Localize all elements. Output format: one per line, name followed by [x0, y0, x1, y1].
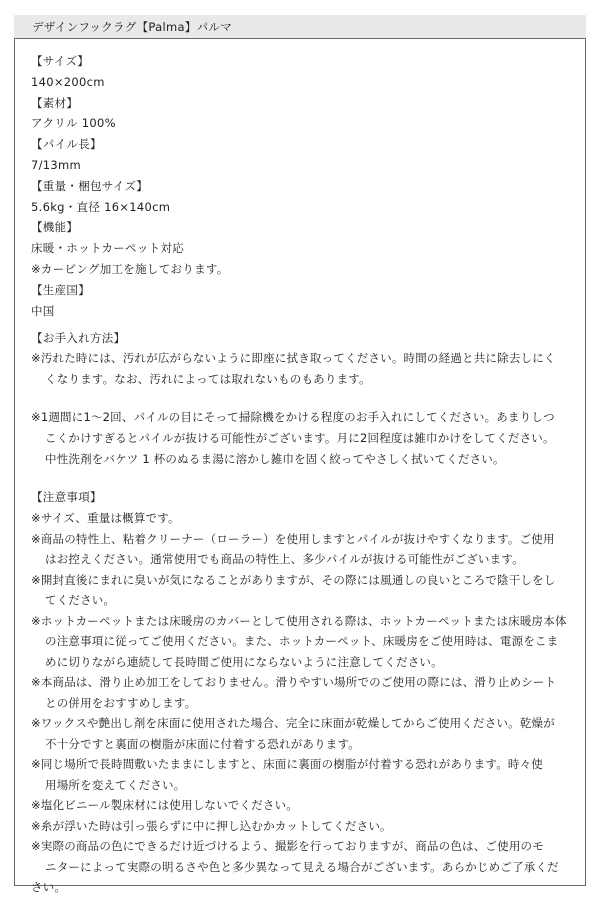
care-line: ※1週間に1～2回、パイルの目にそって掃除機をかける程度のお手入れにしてください。あまりしつ [31, 410, 555, 424]
spec-value-size: 140×200cm [31, 74, 105, 89]
caution-line: ※塩化ビニール製床材には使用しないでください。 [31, 798, 299, 812]
caution-line: ニターによって実際の明るさや色と多少異なって見える場合がございます。あらかじめご了承くだ [45, 860, 559, 874]
caution-line: ※商品の特性上、粘着クリーナー（ローラー）を使用しますとパイルが抜けやすくなります。ご使用 [31, 532, 555, 546]
caution-line: ※サイズ、重量は概算です。 [31, 511, 180, 525]
caution-line: ※実際の商品の色にできるだけ近づけるよう、撮影を行っておりますが、商品の色は、ご使用のモ [31, 839, 544, 853]
caution-line: の注意事項に従ってご使用ください。また、ホットカーペット、床暖房をご使用時は、電源をこま [45, 634, 559, 648]
spec-label-size: 【サイズ】 [31, 54, 90, 68]
spec-label-origin: 【生産国】 [31, 282, 90, 297]
caution-line: ※開封直後にまれに臭いが気になることがありますが、その際には風通しの良いところで陰干しをし [31, 573, 556, 587]
spec-label-material: 【素材】 [31, 95, 79, 110]
spec-value-pile-length: 7/13mm [31, 157, 82, 172]
caution-line: ※糸が浮いた時は引っ張らずに中に押し込むかカットしてください。 [31, 819, 392, 833]
spec-label-weight: 【重量・梱包サイズ】 [31, 178, 149, 193]
spec-value-function: 床暖・ホットカーペット対応 [31, 241, 185, 256]
spec-value-origin: 中国 [31, 303, 55, 318]
caution-line: はお控えください。通常使用でも商品の特性上、多少パイルが抜ける可能性がございます。 [45, 552, 524, 566]
care-line: ※汚れた時には、汚れが広がらないように即座に拭き取ってください。時間の経過と共に除去しにく [31, 351, 556, 365]
caution-line: との併用をおすすめします。 [45, 696, 197, 710]
spec-value-function-note: ※カービング加工を施しております。 [31, 261, 229, 276]
spec-label-pile-length: 【パイル長】 [31, 137, 102, 152]
spec-label-function: 【機能】 [31, 220, 79, 235]
header-bar [14, 15, 586, 39]
caution-line: ※同じ場所で長時間敷いたままにしますと、床面に裏面の樹脂が付着する恐れがあります。時々使 [31, 757, 544, 771]
care-line: 中性洗剤をバケツ 1 杯のぬるま湯に溶かし雑巾を固く絞ってやさしく拭いてください。 [45, 452, 505, 466]
caution-line: さい。 [31, 880, 67, 894]
caution-line: てください。 [45, 593, 116, 607]
care-title: 【お手入れ方法】 [31, 331, 126, 345]
care-line: くなります。なお、汚れによっては取れないものもあります。 [45, 372, 371, 386]
care-line: こくかけすぎるとパイルが抜ける可能性がございます。月に2回程度は雑巾かけをしてください。 [45, 431, 555, 445]
caution-line: ※ワックスや艶出し剤を床面に使用された場合、完全に床面が乾燥してからご使用ください。乾燥が [31, 716, 555, 730]
spec-list [31, 51, 229, 321]
spec-value-material: アクリル 100% [31, 116, 116, 131]
caution-line: ※本商品は、滑り止め加工をしておりません。滑りやすい場所でのご使用の際には、滑り止めシート [31, 675, 557, 689]
page-title: デザインフックラグ【Palma】パルマ [32, 20, 232, 34]
caution-line: 用場所を変えてください。 [45, 778, 186, 792]
caution-line: ※ホットカーペットまたは床暖房のカバーとして使用される際は、ホットカーペットまたは床暖房本体 [31, 614, 567, 628]
cautions-title: 【注意事項】 [31, 490, 102, 504]
spec-value-weight: 5.6kg・直径 16×140cm [31, 199, 171, 214]
caution-line: めに切りながら連続して長時間ご使用にならないように注意してください。 [45, 655, 443, 669]
caution-line: 不十分ですと裏面の樹脂が床面に付着する恐れがあります。 [45, 737, 360, 751]
